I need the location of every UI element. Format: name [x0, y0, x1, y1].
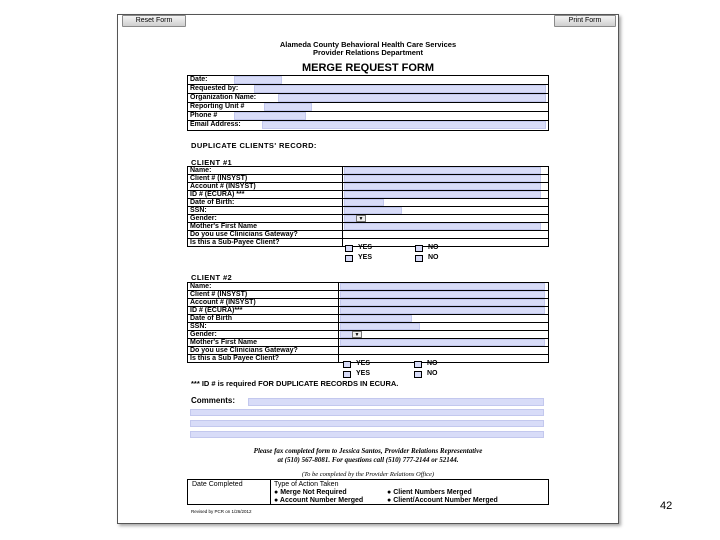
field-label: ID # (ECURA) ***: [188, 191, 343, 199]
comments-line-4[interactable]: [190, 431, 544, 438]
form-page: [117, 14, 619, 524]
org-name: Alameda County Behavioral Health Care Services: [279, 40, 457, 49]
comments-line-2[interactable]: [190, 409, 544, 416]
field-label: Name:: [188, 167, 343, 175]
client2-heading: CLIENT #2: [191, 273, 233, 282]
print-form-button[interactable]: Print Form: [554, 15, 616, 27]
duplicate-heading: DUPLICATE CLIENTS' RECORD:: [191, 141, 317, 150]
yes-label: YES: [358, 254, 373, 261]
field-label: Client # (INSYST): [188, 175, 343, 183]
field-label: Reporting Unit #: [190, 103, 245, 110]
client2-gateway-yes-checkbox[interactable]: [343, 361, 351, 368]
requested-by-input[interactable]: [254, 85, 546, 93]
phone-input[interactable]: [234, 112, 306, 120]
slide-number: 42: [660, 500, 673, 512]
action-heading: Type of Action Taken: [274, 481, 339, 488]
client2-gateway-no-checkbox[interactable]: [414, 361, 422, 368]
field-label: ID # (ECURA)***: [188, 307, 339, 315]
reset-form-button[interactable]: Reset Form: [122, 15, 186, 27]
field-label: Gender:: [188, 331, 339, 339]
client1-gateway-no-checkbox[interactable]: [415, 245, 423, 252]
comments-input[interactable]: [248, 398, 544, 406]
client2-gateway-cell: [339, 347, 549, 355]
client1-table: [187, 166, 549, 247]
client1-name-cell[interactable]: [343, 167, 549, 175]
client1-dob-cell[interactable]: [343, 199, 549, 207]
id-note: *** ID # is required FOR DUPLICATE RECORDS IN ECURA.: [191, 379, 399, 388]
client2-ssn-cell[interactable]: [339, 323, 549, 331]
field-label: Mother's First Name: [188, 223, 343, 231]
date-input[interactable]: [234, 76, 282, 84]
fax-instructions-2: at (510) 567-8081. For questions call (510) 777-2144 or 52144.: [277, 456, 459, 464]
field-label: SSN:: [188, 207, 343, 215]
field-label: Is this a Sub Payee Client?: [188, 355, 339, 363]
field-label: Organization Name:: [190, 94, 257, 101]
client2-id-cell[interactable]: [339, 307, 549, 315]
organization-input[interactable]: [278, 94, 546, 102]
client1-client-num-cell[interactable]: [343, 175, 549, 183]
chevron-down-icon[interactable]: ▼: [352, 331, 362, 338]
field-label: Date of Birth: [188, 315, 339, 323]
field-label: Requested by:: [190, 85, 239, 92]
form-title: MERGE REQUEST FORM: [301, 62, 434, 74]
action-option[interactable]: ● Merge Not Required: [274, 489, 347, 496]
yes-label: YES: [358, 244, 373, 251]
no-label: NO: [427, 360, 438, 367]
action-label: Merge Not Required: [280, 489, 347, 496]
action-option[interactable]: ● Client/Account Number Merged: [387, 497, 498, 504]
field-label: Email Address:: [190, 121, 241, 128]
client1-id-cell[interactable]: [343, 191, 549, 199]
client1-gateway-cell: [343, 231, 549, 239]
client2-account-cell[interactable]: [339, 299, 549, 307]
email-input[interactable]: [262, 121, 546, 129]
chevron-down-icon[interactable]: ▼: [356, 215, 366, 222]
field-label: Is this a Sub-Payee Client?: [188, 239, 343, 247]
client2-mother-cell[interactable]: [339, 339, 549, 347]
client1-account-cell[interactable]: [343, 183, 549, 191]
field-label: Date of Birth:: [188, 199, 343, 207]
field-label: Mother's First Name: [188, 339, 339, 347]
client1-heading: CLIENT #1: [191, 158, 233, 167]
office-note: (To be completed by the Provider Relations Office): [301, 471, 435, 478]
action-option[interactable]: ● Client Numbers Merged: [387, 489, 472, 496]
field-label: Name:: [188, 283, 339, 291]
no-label: NO: [427, 370, 438, 377]
fax-instructions-1: Please fax completed form to Jessica Santos, Provider Relations Representative: [253, 447, 483, 455]
client1-subpayee-yes-checkbox[interactable]: [345, 255, 353, 262]
action-label: Client/Account Number Merged: [393, 497, 498, 504]
revised-note: Revised by PCR on 1/26/2012: [191, 509, 252, 514]
client2-subpayee-no-checkbox[interactable]: [414, 371, 422, 378]
client1-subpayee-cell: [343, 239, 549, 247]
client1-mother-cell[interactable]: [343, 223, 549, 231]
field-label: Do you use Clinicians Gateway?: [188, 231, 343, 239]
field-label: Gender:: [188, 215, 343, 223]
client2-dob-cell[interactable]: [339, 315, 549, 323]
yes-label: YES: [356, 370, 371, 377]
dept-name: Provider Relations Department: [312, 48, 424, 57]
field-label: Account # (INSYST): [188, 183, 343, 191]
action-label: Client Numbers Merged: [393, 489, 472, 496]
field-label: SSN:: [188, 323, 339, 331]
client2-table: [187, 282, 549, 363]
comments-label: Comments:: [191, 396, 236, 405]
client1-gateway-yes-checkbox[interactable]: [345, 245, 353, 252]
field-label: Phone #: [190, 112, 218, 119]
field-label: Date:: [190, 76, 208, 83]
client1-subpayee-no-checkbox[interactable]: [415, 255, 423, 262]
field-label: Account # (INSYST): [188, 299, 339, 307]
action-label: Account Number Merged: [279, 497, 364, 504]
yes-label: YES: [356, 360, 371, 367]
field-label: Do you use Clinicians Gateway?: [188, 347, 339, 355]
field-label: Client # (INSYST): [188, 291, 339, 299]
date-completed-label: Date Completed: [192, 481, 243, 488]
client2-name-cell[interactable]: [339, 283, 549, 291]
comments-line-3[interactable]: [190, 420, 544, 427]
client2-subpayee-yes-checkbox[interactable]: [343, 371, 351, 378]
no-label: NO: [428, 244, 439, 251]
client2-gender-cell[interactable]: [339, 331, 549, 339]
action-option[interactable]: ● Account Number Merged: [274, 497, 364, 504]
no-label: NO: [428, 254, 439, 261]
client1-gender-cell[interactable]: [343, 215, 549, 223]
client1-ssn-cell[interactable]: [343, 207, 549, 215]
reporting-unit-input[interactable]: [264, 103, 312, 111]
client2-client-num-cell[interactable]: [339, 291, 549, 299]
